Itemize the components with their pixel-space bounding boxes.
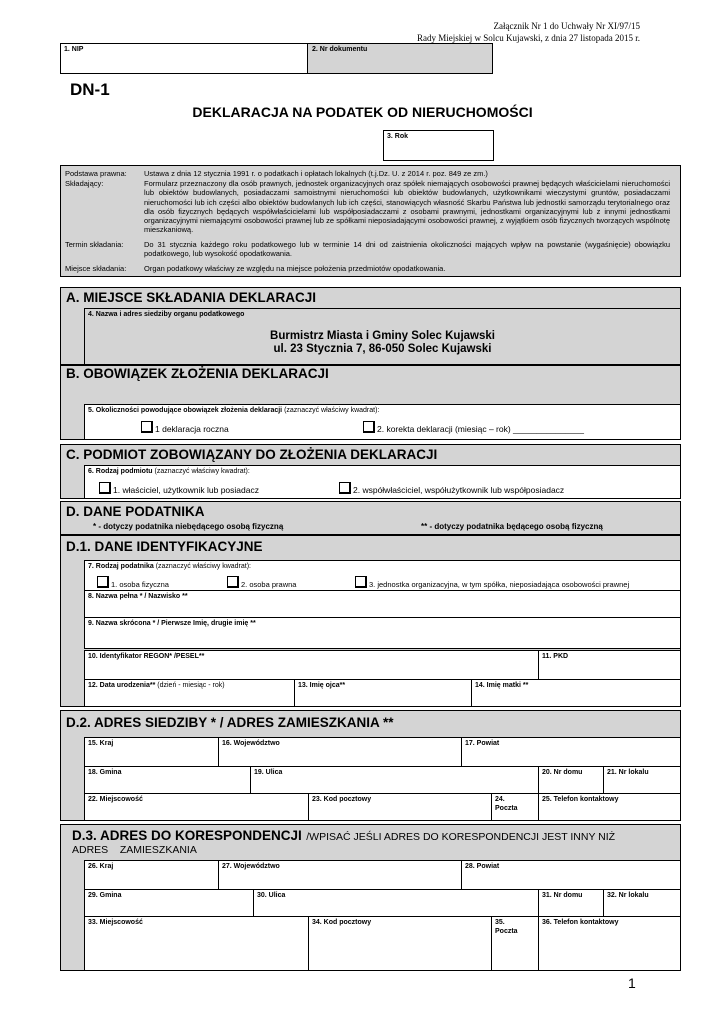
section-d2-title: D.2. ADRES SIEDZIBY * / ADRES ZAMIESZKANIA ** xyxy=(66,715,394,730)
place-key: Miejsce składania: xyxy=(65,264,127,273)
organizational-unit-option[interactable] xyxy=(355,576,629,589)
commune-field[interactable] xyxy=(84,766,251,794)
section-d3-heading xyxy=(61,825,680,844)
taxpayer-type-hint: (zaznaczyć właściwy kwadrat): xyxy=(155,563,251,570)
entity-type-hint: (zaznaczyć właściwy kwadrat): xyxy=(154,468,250,475)
deadline-value: Do 31 stycznia każdego roku podatkowego lub w terminie 14 dni od zaistnienia okoliczności mających wpływ na powstanie (wygaśnięcie) obowiązku podatkowego, lub wysokość opodatkowania. xyxy=(144,240,670,259)
taxpayer-type-label: 7. Rodzaj podatnika xyxy=(88,563,154,570)
corr-postal-code-field[interactable] xyxy=(308,916,492,971)
corr-county-label: 28. Powiat xyxy=(465,863,500,870)
street-field[interactable] xyxy=(250,766,539,794)
taxpayer-type-field xyxy=(84,560,681,591)
tax-office-label: 4. Nazwa i adres siedziby organu podatkowego xyxy=(88,311,245,318)
legal-person-option[interactable] xyxy=(227,576,296,589)
full-name-label: 8. Nazwa pełna * / Nazwisko ** xyxy=(88,593,188,600)
pkd-field[interactable] xyxy=(538,650,681,680)
nip-label: 1. NIP xyxy=(64,46,84,53)
corr-voivodeship-label: 27. Województwo xyxy=(222,863,280,870)
short-name-label: 9. Nazwa skrócona * / Pierwsze Imię, drugie imię ** xyxy=(88,620,256,627)
corr-street-field[interactable] xyxy=(253,889,539,917)
co-owner-checkbox[interactable] xyxy=(339,482,351,494)
correction-checkbox[interactable] xyxy=(363,421,375,433)
corr-phone-field[interactable] xyxy=(538,916,681,971)
short-name-field[interactable] xyxy=(84,617,681,649)
section-a-title: A. MIEJSCE SKŁADANIA DEKLARACJI xyxy=(66,290,317,305)
entity-type-label: 6. Rodzaj podmiotu xyxy=(88,468,153,475)
corr-apartment-number-field[interactable] xyxy=(603,889,681,917)
corr-commune-field[interactable] xyxy=(84,889,254,917)
annual-declaration-option[interactable] xyxy=(141,421,229,434)
owner-label: 1. właściciel, użytkownik lub posiadacz xyxy=(113,485,259,495)
natural-person-label: 1. osoba fizyczna xyxy=(111,580,169,589)
mother-name-label: 14. Imię matki ** xyxy=(475,682,529,689)
form-title: DEKLARACJA NA PODATEK OD NIERUCHOMOŚCI xyxy=(192,104,533,120)
co-owner-label: 2. współwłaściciel, współużytkownik lub współposiadacz xyxy=(353,485,565,495)
section-d xyxy=(60,501,681,535)
intro-block xyxy=(60,165,681,277)
post-office-number: 24. xyxy=(495,796,505,803)
page-number: 1 xyxy=(628,975,636,991)
obligation-hint: (zaznaczyć właściwy kwadrat): xyxy=(284,407,380,414)
corr-country-label: 26. Kraj xyxy=(88,863,114,870)
county-field[interactable] xyxy=(461,737,681,767)
corr-country-field[interactable] xyxy=(84,860,219,890)
corr-apartment-number-label: 32. Nr lokalu xyxy=(607,892,649,899)
year-field[interactable] xyxy=(383,130,494,161)
doc-number-label: 2. Nr dokumentu xyxy=(312,46,368,53)
pkd-label: 11. PKD xyxy=(542,653,569,660)
year-label: 3. Rok xyxy=(387,133,409,140)
submitter-value: Formularz przeznaczony dla osób prawnych, jednostek organizacyjnych oraz spółek niemających osobowości prawnej będących właścicielami nieruchomości lub obiektów budowlanych, posiadaczami samoistnymi nieruchomości lub obiektów budowlanych, użytkownikami wieczystymi gruntów, posiadaczami nieruchomości lub ich części albo obiektów budowlanych lub ich części, stanowiących własność Skarbu Państwa lub jednostki samorządu terytorialnego oraz dla osób fizycznych będących współwłaścicielami lub współposiadaczami z osobami prawnymi, jednostkami organizacyjnymi lub z innymi jednostkami organizacyjnymi niemającymi osobowości prawnej lub ze spółkami nieposiadającymi osobowości prawnej, z wyjątkiem osób fizycznych tworzących wspólnotę mieszkaniową. xyxy=(144,179,670,235)
place-value: Organ podatkowy właściwy ze względu na miejsce położenia przedmiotów opodatkowania. xyxy=(144,264,446,273)
corr-city-field[interactable] xyxy=(84,916,309,971)
attachment-line-2: Rady Miejskiej w Solcu Kujawski, z dnia 27 listopada 2015 r. xyxy=(417,33,640,43)
section-d1-title: D.1. DANE IDENTYFIKACYJNE xyxy=(66,539,263,554)
tax-office-address: ul. 23 Stycznia 7, 86-050 Solec Kujawski xyxy=(273,343,492,355)
organizational-unit-checkbox[interactable] xyxy=(355,576,367,588)
birth-date-label: 12. Data urodzenia** xyxy=(88,682,156,689)
post-office-label: Poczta xyxy=(495,805,518,812)
house-number-field[interactable] xyxy=(538,766,604,794)
voivodeship-field[interactable] xyxy=(218,737,462,767)
house-number-label: 20. Nr domu xyxy=(542,769,583,776)
correction-option[interactable] xyxy=(363,421,584,434)
natural-person-option[interactable] xyxy=(97,576,169,589)
section-d3-note: /WPISAĆ JEŚLI ADRES DO KORESPONDENCJI JEST INNY NIŻ xyxy=(306,831,616,843)
corr-phone-label: 36. Telefon kontaktowy xyxy=(542,919,619,926)
organizational-unit-label: 3. jednostka organizacyjna, w tym spółka, nieposiadająca osobowości prawnej xyxy=(369,580,630,589)
nip-field[interactable] xyxy=(60,43,308,74)
apartment-number-label: 21. Nr lokalu xyxy=(607,769,649,776)
section-d3-title: D.3. ADRES DO KORESPONDENCJI xyxy=(72,828,302,843)
natural-person-checkbox[interactable] xyxy=(97,576,109,588)
county-label: 17. Powiat xyxy=(465,740,500,747)
attachment-line-1: Załącznik Nr 1 do Uchwały Nr XI/97/15 xyxy=(493,21,640,31)
mother-name-field[interactable] xyxy=(471,679,681,707)
section-c-title: C. PODMIOT ZOBOWIĄZANY DO ZŁOŻENIA DEKLARACJI xyxy=(66,447,438,462)
entity-type-field xyxy=(84,465,681,499)
country-label: 15. Kraj xyxy=(88,740,114,747)
birth-date-hint: (dzień - miesiąc - rok) xyxy=(157,682,225,689)
corr-county-field[interactable] xyxy=(461,860,681,890)
legal-person-label: 2. osoba prawna xyxy=(241,580,297,589)
submitter-key: Składający: xyxy=(65,179,104,188)
annual-declaration-label: 1 deklaracja roczna xyxy=(155,424,229,434)
father-name-field[interactable] xyxy=(294,679,472,707)
city-field[interactable] xyxy=(84,793,309,821)
corr-commune-label: 29. Gmina xyxy=(88,892,122,899)
section-b-title: B. OBOWIĄZEK ZŁOŻENIA DEKLARACJI xyxy=(66,366,329,381)
corr-house-number-label: 31. Nr domu xyxy=(542,892,583,899)
regon-pesel-label: 10. Identyfikator REGON* /PESEL** xyxy=(88,653,205,660)
section-d-title: D. DANE PODATNIKA xyxy=(66,504,205,519)
birth-date-field[interactable] xyxy=(84,679,295,707)
corr-post-office-label: Poczta xyxy=(495,928,518,935)
deadline-key: Termin składania: xyxy=(65,240,124,249)
city-label: 22. Miejscowość xyxy=(88,796,143,803)
form-code: DN-1 xyxy=(70,80,110,99)
voivodeship-label: 16. Województwo xyxy=(222,740,280,747)
country-field[interactable] xyxy=(84,737,219,767)
section-d-note-legal: * - dotyczy podatnika niebędącego osobą fizyczną xyxy=(93,522,284,531)
corr-house-number-field[interactable] xyxy=(538,889,604,917)
section-d3-note-2: ADRES ZAMIESZKANIA xyxy=(72,844,197,856)
legal-basis-key: Podstawa prawna: xyxy=(65,169,127,178)
tax-office-name: Burmistrz Miasta i Gminy Solec Kujawski xyxy=(270,330,495,342)
regon-pesel-field[interactable] xyxy=(84,650,539,680)
postal-code-field[interactable] xyxy=(308,793,492,821)
section-d-note-natural: ** - dotyczy podatnika będącego osobą fizyczną xyxy=(421,522,603,531)
obligation-label: 5. Okoliczności powodujące obowiązek złożenia deklaracji xyxy=(88,407,283,414)
legal-person-checkbox[interactable] xyxy=(227,576,239,588)
street-label: 19. Ulica xyxy=(254,769,283,776)
father-name-label: 13. Imię ojca** xyxy=(298,682,346,689)
co-owner-option[interactable] xyxy=(339,482,564,495)
phone-field[interactable] xyxy=(538,793,681,821)
obligation-field xyxy=(84,404,681,440)
postal-code-label: 23. Kod pocztowy xyxy=(312,796,372,803)
corr-post-office-number: 35. xyxy=(495,919,505,926)
corr-street-label: 30. Ulica xyxy=(257,892,286,899)
tax-office-field xyxy=(84,308,681,365)
corr-postal-code-label: 34. Kod pocztowy xyxy=(312,919,372,926)
legal-basis-value: Ustawa z dnia 12 stycznia 1991 r. o podatkach i opłatach lokalnych (t.j.Dz. U. z 2014 r. poz. 849 ze zm.) xyxy=(144,169,488,178)
post-office-field[interactable] xyxy=(491,793,539,821)
owner-checkbox[interactable] xyxy=(99,482,111,494)
apartment-number-field[interactable] xyxy=(603,766,681,794)
corr-voivodeship-field[interactable] xyxy=(218,860,462,890)
phone-label: 25. Telefon kontaktowy xyxy=(542,796,619,803)
owner-option[interactable] xyxy=(99,482,259,495)
attachment-note xyxy=(340,20,640,44)
annual-declaration-checkbox[interactable] xyxy=(141,421,153,433)
corr-city-label: 33. Miejscowość xyxy=(88,919,143,926)
correction-label: 2. korekta deklaracji (miesiąc – rok) _______________ xyxy=(377,424,584,434)
commune-label: 18. Gmina xyxy=(88,769,122,776)
corr-post-office-field[interactable] xyxy=(491,916,539,971)
full-name-field[interactable] xyxy=(84,590,681,618)
